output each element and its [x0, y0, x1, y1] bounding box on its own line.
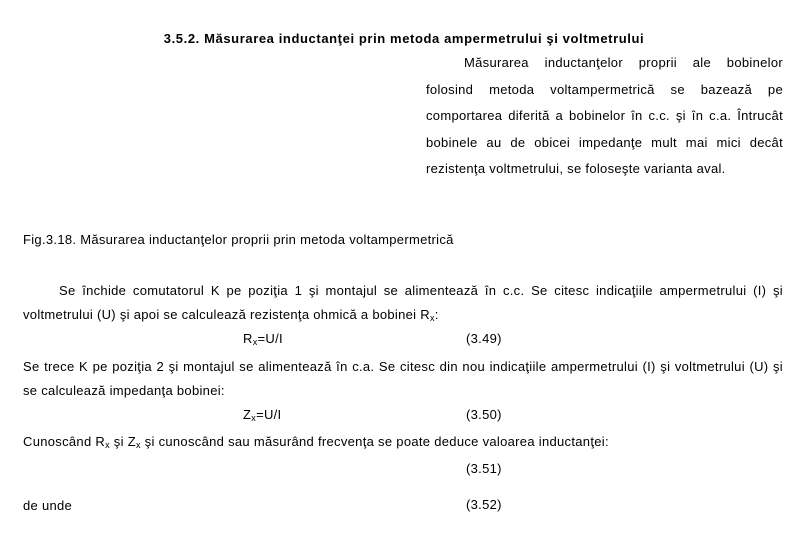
equation-number-3-51: (3.51)	[466, 461, 502, 476]
section-title: 3.5.2. Măsurarea inductanţei prin metoda ampermetrului şi voltmetrului	[163, 31, 645, 46]
subscript: x	[252, 337, 258, 347]
subscript: x	[429, 313, 435, 323]
subscript: x	[105, 440, 110, 450]
paragraph-ac-measurement: Se trece K pe poziţia 2 şi montajul se alimentează în c.a. Se citesc din nou indicaţiile ampermetrului (I) şi voltmetrului (U) şi se calculează impedanţa bobinei:	[23, 359, 783, 398]
paragraph-dc-measurement	[23, 279, 783, 327]
equation-rhs: =U/I	[257, 331, 283, 346]
subscript: x	[135, 440, 141, 450]
paragraph-text: şi cunoscând sau măsurând frecvenţa se poate deduce valoarea inductanţei:	[140, 434, 609, 449]
paragraph-tail: :	[434, 307, 439, 322]
subscript: x	[251, 413, 257, 423]
paragraph-de-unde: de unde	[23, 498, 73, 513]
equation-number-3-52: (3.52)	[466, 497, 502, 512]
paragraph-text: Se închide comutatorul K pe poziţia 1 şi montajul se alimentează în c.c. Se citesc indicaţiile ampermetrului (I) şi voltmetrului (U) şi apoi se calculează rezistenţa ohmică a bobinei R	[23, 283, 783, 322]
equation-impedance	[243, 407, 281, 422]
paragraph-text: Cunoscând R	[23, 434, 106, 449]
equation-resistance	[243, 331, 283, 346]
equation-lhs: Z	[243, 407, 252, 422]
equation-lhs: R	[243, 331, 253, 346]
equation-number-3-49: (3.49)	[466, 331, 502, 346]
paragraph-inductance	[23, 430, 783, 454]
figure-caption: Fig.3.18. Măsurarea inductanţelor proprii prin metoda voltampermetrică	[23, 232, 454, 247]
equation-number-3-50: (3.50)	[466, 407, 502, 422]
intro-paragraph: Măsurarea inductanţelor proprii ale bobinelor folosind metoda voltampermetrică se bazează pe comportarea diferită a bobinelor în c.c. şi în c.a. Întrucât bobinele au de obicei impedanţe mult mai mici decât rezistenţa voltmetrului, se foloseşte varianta aval.	[426, 55, 783, 177]
equation-rhs: =U/I	[256, 407, 282, 422]
paragraph-text: şi Z	[109, 434, 136, 449]
